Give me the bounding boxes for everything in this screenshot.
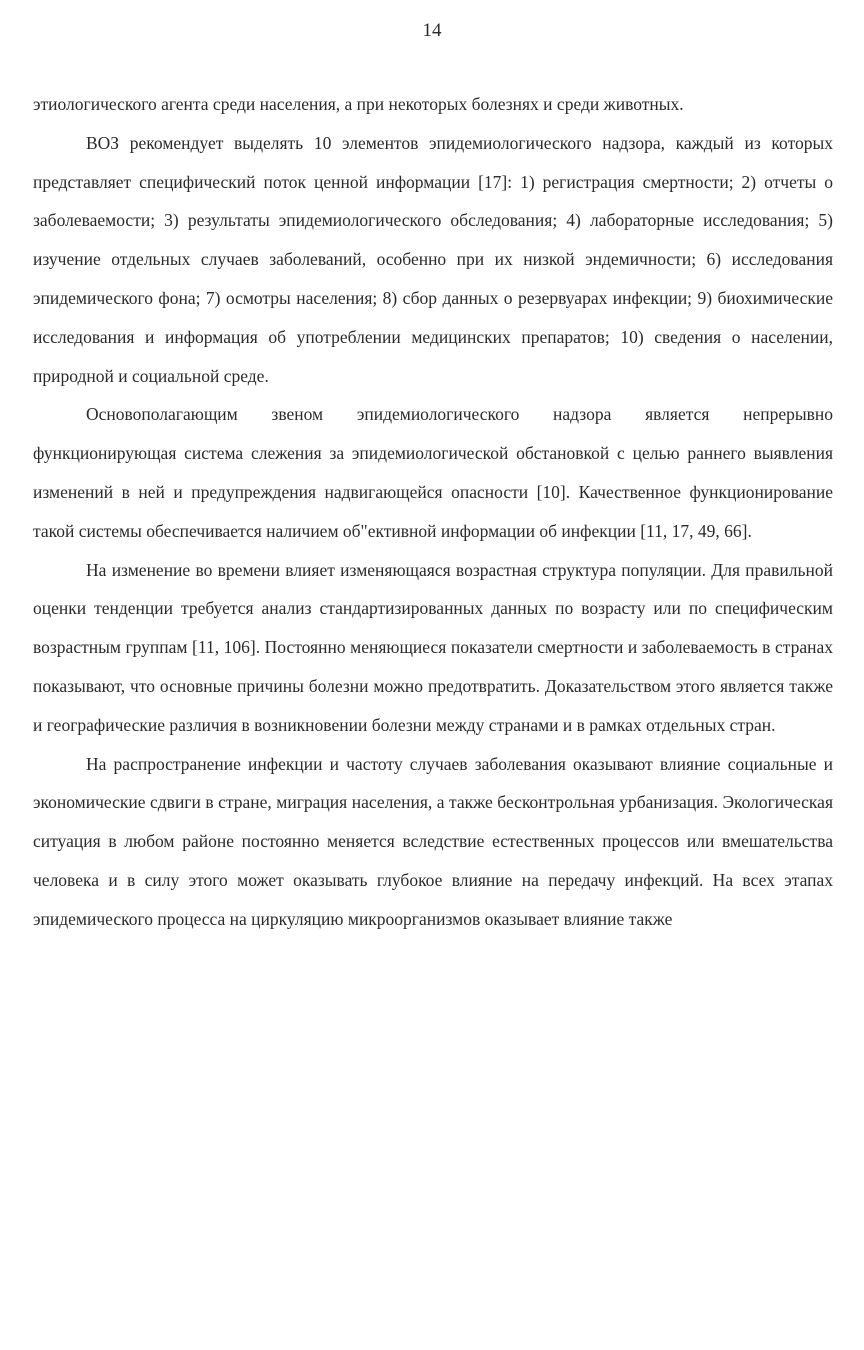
paragraph-surveillance-system: Основополагающим звеном эпидемиологического надзора является непрерывно функционирующая система слежения за эпидемиологической обстановкой с целью раннего выявления изменений в ней и предупреждения надвигающейся опасности [10]. Качественное функционирование такой системы обеспечивается наличием об"ективной информации об инфекции [11, 17, 49, 66]. — [33, 404, 833, 541]
paragraph-infection-spread: На распространение инфекции и частоту случаев заболевания оказывают влияние социальные и экономические сдвиги в стране, миграция населения, а также бесконтрольная урбанизация. Экологическая ситуация в любом районе постоянно меняется вследствие естественных процессов или вмешательства человека и в силу этого может оказывать глубокое влияние на передачу инфекций. На всех этапах эпидемического процесса на циркуляцию микроорганизмов оказывает влияние также — [33, 753, 833, 929]
paragraph-who-elements: ВОЗ рекомендует выделять 10 элементов эпидемиологического надзора, каждый из которых представляет специфический поток ценной информации [17]: 1) регистрация смертности; 2) отчеты о заболеваемости; 3) результаты эпидемиологического обследования; 4) лабораторные исследования; 5) изучение отдельных случаев заболеваний, особенно при их низкой эндемичности; 6) исследования эпидемического фона; 7) осмотры населения; 8) сбор данных о резервуарах инфекции; 9) биохимические исследования и информация об употреблении медицинских препаратов; 10) сведения о населении, природной и социальной среде. — [33, 132, 833, 386]
paragraph-age-structure: На изменение во времени влияет изменяющаяся возрастная структура популяции. Для правильной оценки тенденции требуется анализ стандартизированных данных по возрасту или по специфическим возрастным группам [11, 106]. Постоянно меняющиеся показатели смертности и заболеваемость в странах показывают, что основные причины болезни можно предотвратить. Доказательством этого является также и географические различия в возникновении болезни между странами и в рамках отдельных стран. — [33, 559, 833, 735]
body-text — [33, 85, 833, 939]
page-number: 14 — [422, 20, 442, 41]
paragraph-continuation: этиологического агента среди населения, а при некоторых болезнях и среди животных. — [33, 94, 684, 114]
